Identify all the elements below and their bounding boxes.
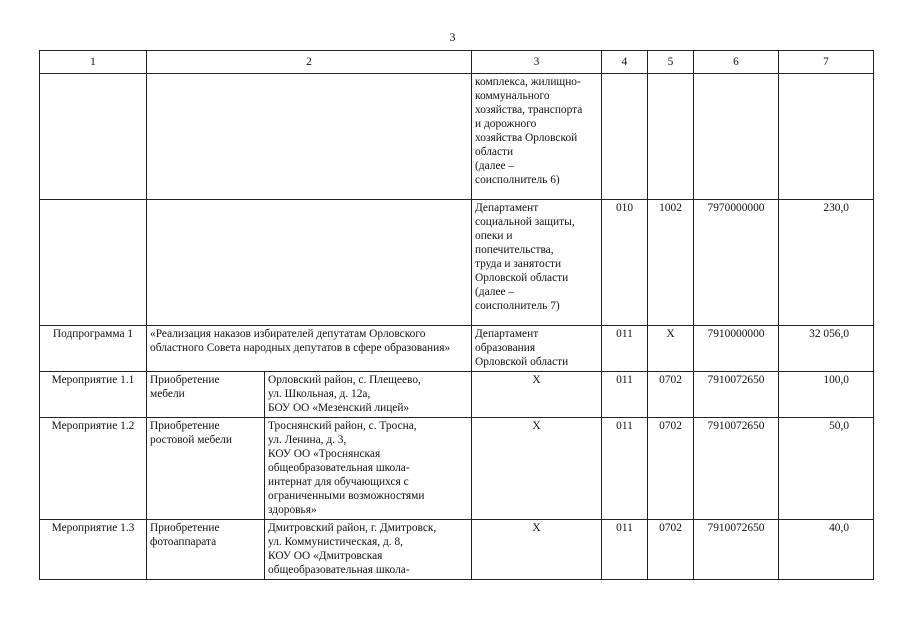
header-col-6: 6 — [694, 51, 779, 74]
budget-table — [39, 50, 874, 580]
header-col-1: 1 — [40, 51, 147, 74]
code-cell: 011 — [602, 372, 648, 418]
executor-cell: Х — [472, 520, 602, 580]
code-cell: 7910072650 — [694, 418, 779, 520]
code-cell: 7910072650 — [694, 520, 779, 580]
code-cell: 7910000000 — [694, 326, 779, 372]
measure-label: Мероприятие 1.3 — [40, 520, 147, 580]
executor-cell: Департамент образования Орловской области — [472, 326, 602, 372]
subprogram-label: Подпрограмма 1 — [40, 326, 147, 372]
code-cell: 0702 — [648, 372, 694, 418]
executor-cell: Х — [472, 372, 602, 418]
code-cell — [694, 74, 779, 200]
table-row — [40, 520, 874, 580]
amount-cell: 100,0 — [779, 372, 874, 418]
page-number: 3 — [449, 30, 456, 44]
header-row — [40, 51, 874, 74]
label-cell — [40, 200, 147, 326]
code-cell: 0702 — [648, 418, 694, 520]
measure-name: Приобретение ростовой мебели — [147, 418, 265, 520]
executor-cell: Департамент социальной защиты, опеки и попечительства, труда и занятости Орловской области (далее – соисполнитель 7) — [472, 200, 602, 326]
executor-cell: комплекса, жилищно- коммунального хозяйства, транспорта и дорожного хозяйства Орловской области (далее – соисполнитель 6) — [472, 74, 602, 200]
measure-address: Троснянский район, с. Тросна, ул. Ленина, д. 3, КОУ ОО «Троснянская общеобразовательная школа- интернат для обучающихся с ограниченными возможностями здоровья» — [265, 418, 472, 520]
measure-name: Приобретение мебели — [147, 372, 265, 418]
header-col-3: 3 — [472, 51, 602, 74]
code-cell: 0702 — [648, 520, 694, 580]
amount-cell: 50,0 — [779, 418, 874, 520]
measure-address: Орловский район, с. Плещеево, ул. Школьная, д. 12а, БОУ ОО «Мезенский лицей» — [265, 372, 472, 418]
measure-address: Дмитровский район, г. Дмитровск, ул. Коммунистическая, д. 8, КОУ ОО «Дмитровская общеобразовательная школа- — [265, 520, 472, 580]
table-row — [40, 372, 874, 418]
name-cell — [147, 200, 472, 326]
subprogram-row — [40, 326, 874, 372]
header-col-4: 4 — [602, 51, 648, 74]
subprogram-title: «Реализация наказов избирателей депутатам Орловского областного Совета народных депутатов в сфере образования» — [147, 326, 472, 372]
measure-name: Приобретение фотоаппарата — [147, 520, 265, 580]
label-cell — [40, 74, 147, 200]
code-cell: Х — [648, 326, 694, 372]
code-cell: 7910072650 — [694, 372, 779, 418]
header-col-2: 2 — [147, 51, 472, 74]
code-cell: 011 — [602, 418, 648, 520]
code-cell: 011 — [602, 326, 648, 372]
table-row — [40, 418, 874, 520]
measure-label: Мероприятие 1.1 — [40, 372, 147, 418]
table-row — [40, 200, 874, 326]
code-cell: 7970000000 — [694, 200, 779, 326]
code-cell — [648, 74, 694, 200]
code-cell: 1002 — [648, 200, 694, 326]
code-cell: 010 — [602, 200, 648, 326]
amount-cell: 32 056,0 — [779, 326, 874, 372]
measure-label: Мероприятие 1.2 — [40, 418, 147, 520]
executor-cell: Х — [472, 418, 602, 520]
code-cell: 011 — [602, 520, 648, 580]
code-cell — [602, 74, 648, 200]
table-row — [40, 74, 874, 200]
amount-cell: 230,0 — [779, 200, 874, 326]
amount-cell: 40,0 — [779, 520, 874, 580]
header-col-5: 5 — [648, 51, 694, 74]
amount-cell — [779, 74, 874, 200]
header-col-7: 7 — [779, 51, 874, 74]
name-cell — [147, 74, 472, 200]
